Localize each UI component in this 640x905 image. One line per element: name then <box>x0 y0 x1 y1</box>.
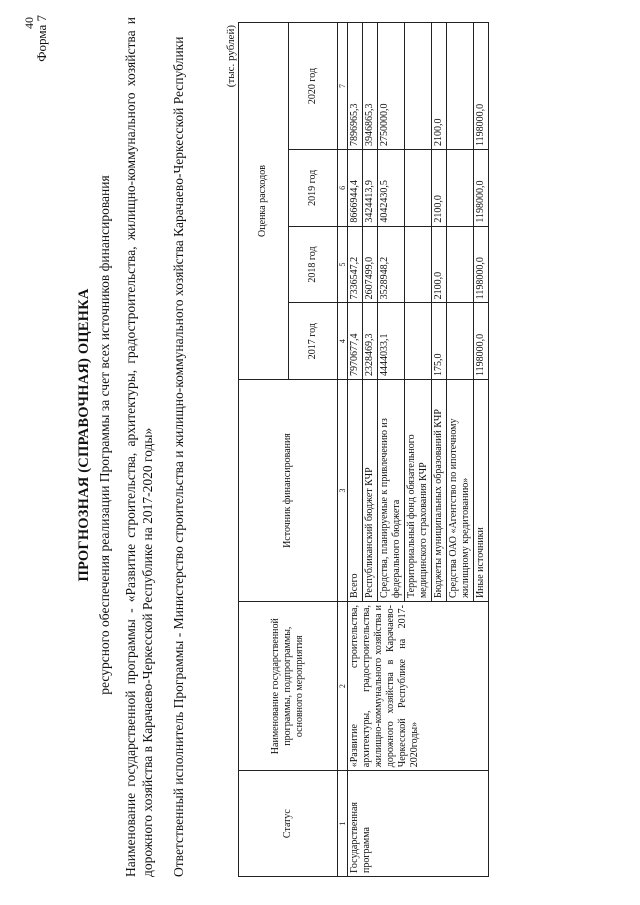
source-cell: Иные источники <box>474 379 489 601</box>
value-2020: 3946865,3 <box>363 23 378 150</box>
value-2019 <box>405 150 432 227</box>
header-year-2017: 2017 год <box>288 303 338 380</box>
executor-paragraph: Ответственный исполнитель Программы - Министерство строительства и жилищно-коммунального хозяйства Карачаево-Черкесской Республики <box>171 36 186 877</box>
source-cell: Всего <box>348 379 363 601</box>
header-year-2019: 2019 год <box>288 150 338 227</box>
value-2017: 1198000,0 <box>474 303 489 380</box>
value-2019: 4042430,5 <box>378 150 405 227</box>
document-title: ПРОГНОЗНАЯ (СПРАВОЧНАЯ) ОЦЕНКА <box>76 288 92 582</box>
value-2018 <box>447 226 474 303</box>
source-cell: Средства ОАО «Агентство по ипотечному жилищному кредитованию» <box>447 379 474 601</box>
document-subtitle: ресурсного обеспечения реализации Программы за счет всех источников финансирования <box>97 175 112 695</box>
source-cell: Средства, планируемые к привлечению из федерального бюджета <box>378 379 405 601</box>
value-2017: 7970677,4 <box>348 303 363 380</box>
source-cell: Территориальный фонд обязательного медицинского страхования КЧР <box>405 379 432 601</box>
funding-table <box>238 22 489 877</box>
program-name-cell: «Развитие строительства, архитектуры, градостроительства, жилищно-коммунального хозяйства и дорожного хозяйства в Карачаево-Черкесской Республике на 2017-2020годы» <box>348 602 489 771</box>
column-number: 3 <box>338 379 348 601</box>
column-number-row <box>338 23 348 877</box>
column-number: 6 <box>338 150 348 227</box>
value-2017: 4444033,1 <box>378 303 405 380</box>
header-row-top <box>239 23 289 877</box>
header-year-2020: 2020 год <box>288 23 338 150</box>
page-number: 40 <box>22 17 36 29</box>
value-2020: 7896965,3 <box>348 23 363 150</box>
value-2017 <box>447 303 474 380</box>
value-2017: 2328469,3 <box>363 303 378 380</box>
column-number: 7 <box>338 23 348 150</box>
header-year-2018: 2018 год <box>288 226 338 303</box>
value-2020: 2100,0 <box>432 23 447 150</box>
column-number: 2 <box>338 602 348 771</box>
status-cell: Государственная программа <box>348 771 489 877</box>
column-number: 1 <box>338 771 348 877</box>
source-cell: Бюджеты муниципальных образований КЧР <box>432 379 447 601</box>
value-2019: 3424413,9 <box>363 150 378 227</box>
header-source: Источник финансирования <box>239 379 338 601</box>
value-2020 <box>447 23 474 150</box>
value-2017: 175,0 <box>432 303 447 380</box>
form-label: Форма 7 <box>34 15 49 62</box>
value-2019 <box>447 150 474 227</box>
source-cell: Республиканский бюджет КЧР <box>363 379 378 601</box>
value-2020 <box>405 23 432 150</box>
value-2020: 1198000,0 <box>474 23 489 150</box>
value-2018: 2100,0 <box>432 226 447 303</box>
value-2018: 7336547,2 <box>348 226 363 303</box>
value-2019: 2100,0 <box>432 150 447 227</box>
units-label: (тыс. рублей) <box>225 25 237 88</box>
header-status: Статус <box>239 771 338 877</box>
column-number: 4 <box>338 303 348 380</box>
value-2018: 2607499,0 <box>363 226 378 303</box>
value-2018: 1198000,0 <box>474 226 489 303</box>
value-2017 <box>405 303 432 380</box>
column-number: 5 <box>338 226 348 303</box>
value-2019: 8666944,4 <box>348 150 363 227</box>
table-row <box>348 23 363 877</box>
header-estimate: Оценка расходов <box>239 23 289 380</box>
value-2018 <box>405 226 432 303</box>
value-2020: 2750000,0 <box>378 23 405 150</box>
value-2018: 3528948,2 <box>378 226 405 303</box>
program-name-paragraph: Наименование государственной программы - «Развитие строительства, архитектуры, градостроительства, жилищно-коммунального хозяйства и дорожного хозяйства в Карачаево-Черкесской Республике на 2017-2020 годы» <box>123 17 155 877</box>
value-2019: 1198000,0 <box>474 150 489 227</box>
header-name: Наименование государственной программы, подпрограммы, основного мероприятия <box>239 602 338 771</box>
